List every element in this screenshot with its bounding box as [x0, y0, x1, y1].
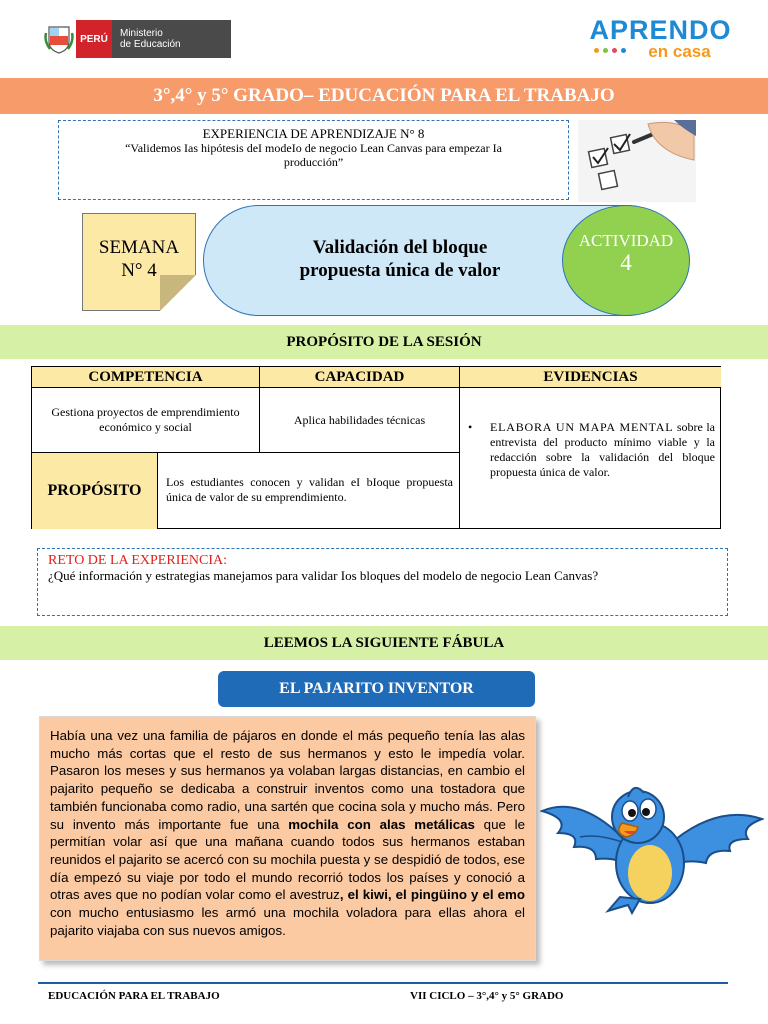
capacidad-cell: Aplica habilidades técnicas: [260, 388, 460, 453]
footer-right: VII CICLO – 3°,4° y 5° GRADO: [410, 990, 564, 1002]
evidencias-cell: [460, 388, 721, 529]
peru-label: PERÚ: [76, 20, 112, 58]
challenge-title: RETO DE LA EXPERIENCIA:: [48, 553, 228, 568]
activity-label: ACTIVIDAD: [578, 231, 674, 250]
evidencias-rest: sobre la entrevista del producto mínimo viable y la redacción sobre la validación del bloque propuesta única de valor.: [490, 420, 716, 479]
evidencias-text: [490, 420, 715, 529]
fable-title-banner: EL PAJARITO INVENTOR: [218, 671, 535, 707]
competencia-cell: Gestiona proyectos de emprendimiento económico y social: [32, 388, 260, 453]
proposito-text: Los estudiantes conocen y validan eI bIoque propuesta única de valor de su emprendimiento.: [158, 453, 460, 529]
header-competencia: COMPETENCIA: [32, 367, 260, 388]
brand-line-2: en casa: [648, 42, 711, 61]
challenge-question: ¿Qué información y estrategias manejamos para validar Ios bloques del modelo de negocio Lean Canvas?: [48, 568, 599, 583]
coat-of-arms-icon: [42, 20, 76, 58]
activity-number-circle: [562, 205, 690, 316]
activity-number: 4: [620, 250, 632, 275]
fable-text-box: [39, 716, 536, 961]
experience-box: [58, 120, 569, 200]
brand-line-1: APRENDO: [589, 15, 732, 45]
week-sticky-note: [82, 213, 196, 311]
evidencias-lead: ELABORA UN MAPA MENTAL: [490, 420, 674, 434]
week-number: N° 4: [121, 260, 157, 281]
header-capacidad: CAPACIDAD: [260, 367, 460, 388]
flying-bird-illustration: [540, 775, 764, 915]
bullet-icon: •: [468, 420, 473, 434]
experience-title: EXPERIENCIA DE APRENDIZAJE N° 8: [202, 126, 425, 141]
challenge-box: [37, 548, 728, 616]
brand-dots-icon: [594, 48, 626, 53]
grade-title-banner: 3°,4° y 5° GRADO– EDUCACIÓN PARA EL TRABAJO: [0, 78, 768, 114]
fable-bold-2: , el kiwi, el pingüino y el emo: [339, 887, 525, 903]
fable-part-1: Había una vez una familia de pájaros en donde el más pequeño tenía las alas mucho más cortas que el resto de sus hermanos y esto le impedía volar. Pasaron los meses y sus hermanos ya volaban largas distancias, en cambio el pajarito pequeño se dedicaba a construir inventos como una tostadora que también funcionaba como radio, una sartén que cocina sola y mucho más. Pero su invento más importante fue una: [50, 728, 525, 832]
fable-part-2: que le permitían volar así que una mañana cuando todos sus hermanos estaban reunidos el pajarito se acercó con su mochila puesta y se despidió de todos, ese día empezó su viaje por todo el mundo recorrió todos los países y conoció a otras aves que no podían volar como el avestruz: [50, 816, 525, 903]
ministry-label: Ministerio de Educación: [112, 20, 231, 58]
fable-part-3: con mucho entusiasmo les armó una mochila voladora para ellas ahora el pajarito viajaba con sus nuevos amigos.: [50, 905, 525, 938]
session-purpose-heading: PROPÓSITO DE LA SESIÓN: [0, 325, 768, 359]
experience-subtitle: “Validemos Ias hipótesis deI modeIo de negocio Lean Canvas para empezar Ia producción”: [125, 141, 502, 169]
week-label: SEMANA: [98, 237, 180, 258]
page-curl-icon: [160, 275, 196, 311]
government-logo: [42, 20, 231, 58]
fable-bold-1: mochila con alas metálicas: [288, 816, 475, 832]
footer-left: EDUCACIÓN PARA EL TRABAJO: [48, 990, 220, 1002]
header-evidencias: EVIDENCIAS: [460, 367, 721, 388]
checklist-pen-illustration: [578, 120, 696, 202]
proposito-label: PROPÓSITO: [32, 453, 158, 529]
aprendo-en-casa-logo: [588, 16, 733, 62]
reading-heading: LEEMOS LA SIGUIENTE FÁBULA: [0, 626, 768, 660]
footer-divider: [38, 982, 728, 984]
activity-title: Validación del bloque propuesta única de valor: [299, 237, 501, 281]
competency-table: [31, 366, 721, 529]
